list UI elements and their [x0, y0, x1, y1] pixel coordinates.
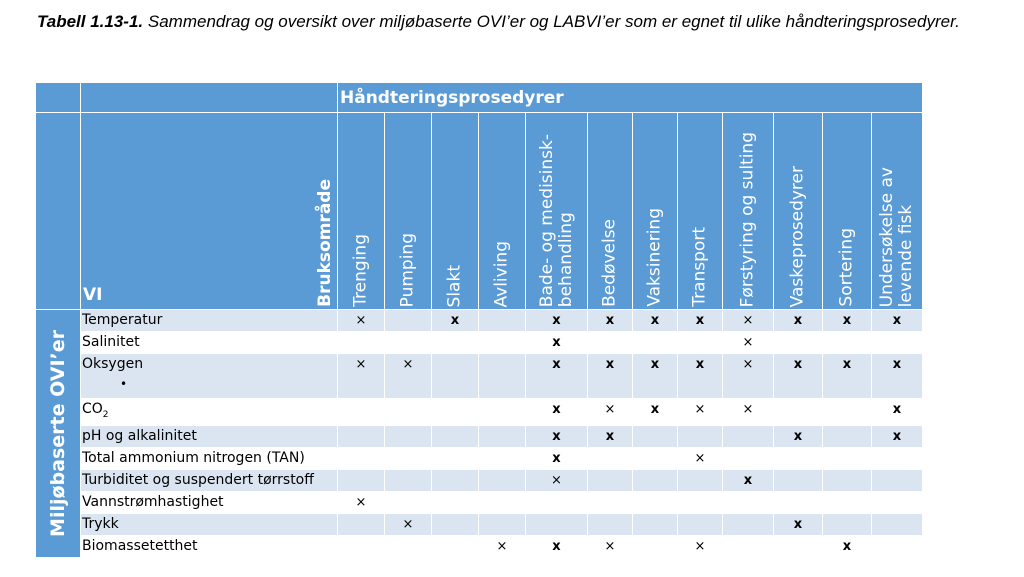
procedure-header — [678, 113, 723, 310]
suitability-mark: x — [723, 469, 774, 491]
procedure-label: Undersøkelse av levende fisk — [877, 166, 916, 307]
suitability-mark — [872, 332, 923, 354]
caption-text: Sammendrag og oversikt over miljøbaserte OVI’er og LABVI’er som er egnet til ulike håndteringsprosedyrer. — [143, 12, 960, 31]
suitability-mark: x — [774, 354, 823, 399]
table-row — [36, 399, 923, 426]
table-caption — [37, 8, 1003, 35]
suitability-mark: x — [432, 310, 479, 332]
header-blank-cell — [81, 83, 338, 113]
suitability-mark — [385, 310, 432, 332]
indicator-name: $CO_2$ — [81, 399, 338, 426]
suitability-mark: × — [678, 447, 723, 469]
suitability-mark: x — [872, 310, 923, 332]
suitability-mark — [678, 332, 723, 354]
suitability-mark: x — [774, 310, 823, 332]
suitability-mark: x — [678, 310, 723, 332]
procedure-label: Førstyring og sulting — [737, 131, 758, 307]
suitability-mark: × — [723, 310, 774, 332]
indicator-name: Salinitet — [81, 332, 338, 354]
suitability-mark: × — [723, 332, 774, 354]
suitability-mark: x — [823, 310, 872, 332]
suitability-mark: × — [338, 354, 385, 399]
procedure-header — [723, 113, 774, 310]
procedure-label: Bedøvelse — [599, 219, 620, 307]
suitability-mark — [338, 513, 385, 535]
suitability-mark — [385, 332, 432, 354]
suitability-mark — [479, 332, 526, 354]
suitability-mark — [872, 447, 923, 469]
suitability-mark — [385, 425, 432, 447]
suitability-mark — [432, 469, 479, 491]
suitability-mark — [823, 399, 872, 426]
vi-area-header — [81, 113, 338, 310]
suitability-mark: × — [588, 535, 633, 557]
suitability-mark — [385, 447, 432, 469]
indicator-name: Temperatur — [81, 310, 338, 332]
suitability-mark — [823, 491, 872, 513]
suitability-mark: × — [723, 354, 774, 399]
suitability-mark — [526, 491, 588, 513]
suitability-mark: x — [588, 310, 633, 332]
suitability-mark — [723, 447, 774, 469]
side-label-cell — [36, 310, 81, 558]
suitability-mark — [338, 332, 385, 354]
suitability-mark — [588, 491, 633, 513]
suitability-mark — [774, 535, 823, 557]
procedure-header — [633, 113, 678, 310]
ovi-summary-table — [35, 82, 923, 558]
suitability-mark — [633, 332, 678, 354]
suitability-mark — [678, 425, 723, 447]
suitability-mark: x — [588, 354, 633, 399]
suitability-mark — [872, 513, 923, 535]
suitability-mark — [479, 399, 526, 426]
suitability-mark — [633, 513, 678, 535]
suitability-mark — [479, 513, 526, 535]
procedure-label: Trenging — [350, 234, 371, 307]
suitability-mark: x — [588, 425, 633, 447]
suitability-mark: x — [633, 354, 678, 399]
suitability-mark — [823, 425, 872, 447]
suitability-mark — [338, 447, 385, 469]
procedure-header — [526, 113, 588, 310]
procedure-header — [432, 113, 479, 310]
suitability-mark — [774, 399, 823, 426]
procedure-label: Avliving — [491, 240, 512, 307]
suitability-mark — [633, 491, 678, 513]
table-row — [36, 469, 923, 491]
suitability-mark — [823, 447, 872, 469]
indicator-name: Vannstrømhastighet — [81, 491, 338, 513]
suitability-mark: x — [872, 425, 923, 447]
procedure-label: Pumping — [397, 232, 418, 307]
suitability-mark: x — [872, 354, 923, 399]
suitability-mark — [479, 469, 526, 491]
procedure-label: Vaksinering — [644, 208, 665, 307]
suitability-mark: × — [526, 469, 588, 491]
suitability-mark — [338, 399, 385, 426]
suitability-mark: × — [385, 354, 432, 399]
table-row — [36, 447, 923, 469]
indicator-name: Oksygen • — [81, 354, 338, 399]
suitability-mark: x — [526, 535, 588, 557]
suitability-mark — [338, 425, 385, 447]
procedure-header — [588, 113, 633, 310]
suitability-mark: × — [588, 399, 633, 426]
suitability-mark: x — [823, 535, 872, 557]
suitability-mark — [479, 310, 526, 332]
suitability-mark — [588, 332, 633, 354]
suitability-mark — [385, 535, 432, 557]
suitability-mark — [432, 513, 479, 535]
indicator-name: Trykk — [81, 513, 338, 535]
suitability-mark — [526, 513, 588, 535]
vi-label: VI — [83, 285, 103, 305]
procedure-header — [479, 113, 526, 310]
suitability-mark — [385, 491, 432, 513]
suitability-mark — [432, 491, 479, 513]
suitability-mark: x — [526, 399, 588, 426]
procedure-label: Slakt — [444, 264, 465, 307]
suitability-mark — [678, 491, 723, 513]
procedure-label: Vaskeprosedyrer — [787, 165, 808, 307]
side-header-blank — [36, 113, 81, 310]
indicator-name: pH og alkalinitet — [81, 425, 338, 447]
suitability-mark: × — [479, 535, 526, 557]
table-row — [36, 425, 923, 447]
suitability-mark — [823, 332, 872, 354]
suitability-mark: x — [526, 354, 588, 399]
suitability-mark — [479, 491, 526, 513]
table-row — [36, 491, 923, 513]
procedure-header — [872, 113, 923, 310]
suitability-mark: x — [526, 332, 588, 354]
suitability-mark — [432, 332, 479, 354]
suitability-mark: x — [526, 425, 588, 447]
table-row — [36, 310, 923, 332]
suitability-mark — [774, 447, 823, 469]
indicator-name: Biomassetetthet — [81, 535, 338, 557]
suitability-mark: x — [774, 425, 823, 447]
suitability-mark — [432, 447, 479, 469]
suitability-mark — [479, 354, 526, 399]
suitability-mark — [432, 399, 479, 426]
suitability-mark — [774, 469, 823, 491]
procedure-header — [774, 113, 823, 310]
caption-label: Tabell 1.13-1. — [37, 12, 144, 31]
suitability-mark — [479, 425, 526, 447]
suitability-mark: × — [723, 399, 774, 426]
suitability-mark: × — [385, 513, 432, 535]
suitability-mark — [633, 469, 678, 491]
suitability-mark — [723, 513, 774, 535]
suitability-mark: x — [774, 513, 823, 535]
suitability-mark: x — [633, 310, 678, 332]
suitability-mark: x — [872, 399, 923, 426]
suitability-mark — [385, 469, 432, 491]
group-header: Håndteringsprosedyrer — [338, 83, 923, 113]
suitability-mark: x — [526, 447, 588, 469]
indicator-name: Turbiditet og suspendert tørrstoff — [81, 469, 338, 491]
procedure-header — [385, 113, 432, 310]
area-label: Bruksområde — [315, 179, 335, 307]
suitability-mark — [338, 469, 385, 491]
suitability-mark: × — [338, 310, 385, 332]
suitability-mark: × — [338, 491, 385, 513]
procedure-label: Transport — [689, 227, 710, 307]
suitability-mark — [432, 535, 479, 557]
suitability-mark: × — [678, 535, 723, 557]
suitability-mark — [872, 491, 923, 513]
suitability-mark — [872, 535, 923, 557]
suitability-mark: x — [526, 310, 588, 332]
suitability-mark — [633, 447, 678, 469]
table-row — [36, 535, 923, 557]
side-label: Miljøbaserte OVI’er — [47, 329, 69, 537]
suitability-mark — [678, 469, 723, 491]
suitability-mark — [823, 469, 872, 491]
suitability-mark — [872, 469, 923, 491]
table-row — [36, 354, 923, 399]
suitability-mark — [588, 447, 633, 469]
suitability-mark — [432, 354, 479, 399]
suitability-mark — [678, 513, 723, 535]
suitability-mark — [774, 332, 823, 354]
suitability-mark — [633, 425, 678, 447]
suitability-mark — [338, 535, 385, 557]
indicator-name: Total ammonium nitrogen (TAN) — [81, 447, 338, 469]
suitability-mark — [633, 535, 678, 557]
suitability-mark — [823, 513, 872, 535]
suitability-mark — [479, 447, 526, 469]
suitability-mark: × — [678, 399, 723, 426]
procedure-label: Bade- og medisinsk- behandling — [536, 133, 576, 307]
table-row — [36, 513, 923, 535]
suitability-mark — [432, 425, 479, 447]
suitability-mark — [385, 399, 432, 426]
procedure-label: Sortering — [836, 228, 857, 307]
suitability-mark: x — [823, 354, 872, 399]
suitability-mark: x — [678, 354, 723, 399]
table-row — [36, 332, 923, 354]
corner-cell — [36, 83, 81, 113]
suitability-mark — [774, 491, 823, 513]
procedure-header — [338, 113, 385, 310]
suitability-mark: x — [633, 399, 678, 426]
suitability-mark — [588, 513, 633, 535]
bullet-mark: • — [120, 377, 128, 391]
suitability-mark — [723, 535, 774, 557]
procedure-header — [823, 113, 872, 310]
suitability-mark — [723, 425, 774, 447]
suitability-mark — [723, 491, 774, 513]
suitability-mark — [588, 469, 633, 491]
